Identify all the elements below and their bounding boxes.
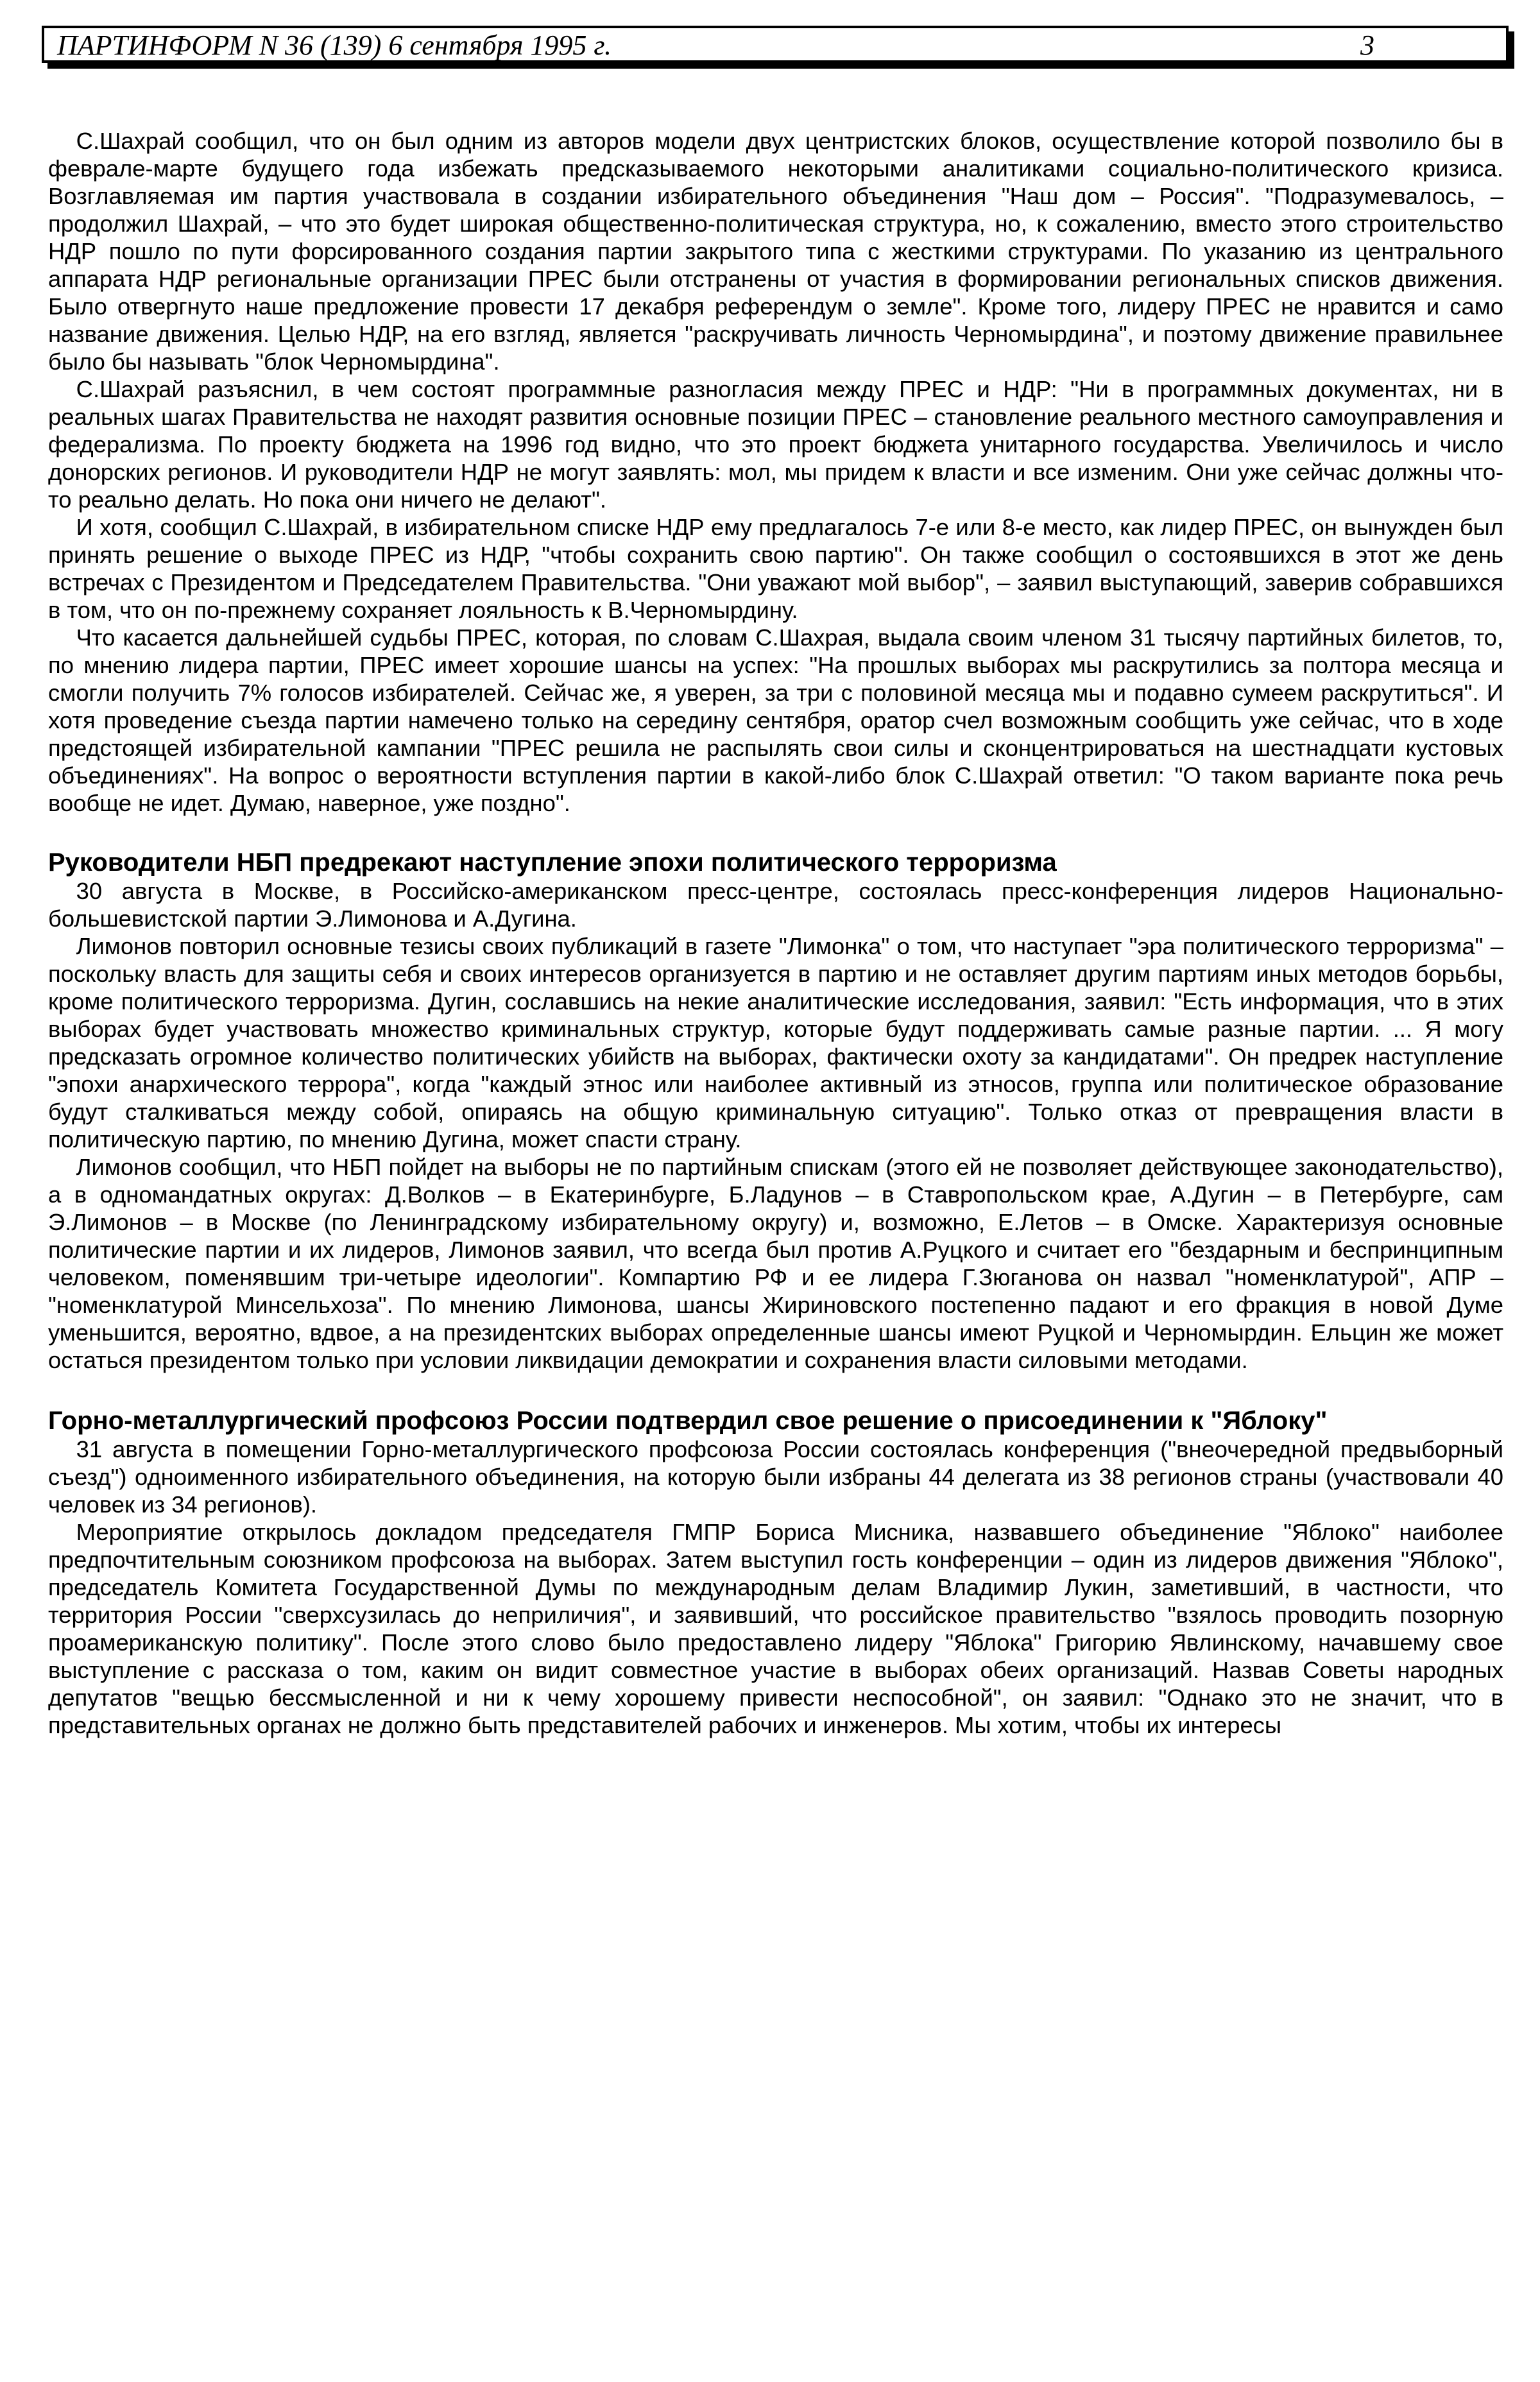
article-body [48,127,1503,1739]
paragraph: 31 августа в помещении Горно-металлургического профсоюза России состоялась конференция ("внеочередной предвыборный съезд") одноименного избирательного объединения, на которую были избраны 44 делегата из 38 регионов страны (участвовали 40 человек из 34 регионов). [48,1436,1503,1518]
paragraph: 30 августа в Москве, в Российско-американском пресс-центре, состоялась пресс-конференция лидеров Национально-большевистской партии Э.Лимонова и А.Дугина. [48,878,1503,932]
page-header [42,26,1509,63]
paragraph: Мероприятие открылось докладом председателя ГМПР Бориса Мисника, назвавшего объединение "Яблоко" наиболее предпочтительным союзником профсоюза на выборах. Затем выступил гость конференции – один из лидеров движения "Яблоко", председатель Комитета Государственной Думы по международным делам Владимир Лукин, заметивший, в частности, что территория России "сверхсузилась до неприличия", и заявивший, что российское правительство "взялось проводить позорную проамериканскую политику". После этого слово было предоставлено лидеру "Яблока" Григорию Явлинскому, начавшему свое выступление с рассказа о том, каким он видит совместное участие в выборах обеих организаций. Назвав Советы народных депутатов "вещью бессмысленной и ни к чему хорошему привести неспособной", он заявил: "Однако это не значит, что в представительных органах не должно быть представителей рабочих и инженеров. Мы хотим, чтобы их интересы [48,1519,1503,1738]
article-shakhrai [48,127,1503,817]
article-gmpr [48,1406,1503,1739]
paragraph: Лимонов повторил основные тезисы своих публикаций в газете "Лимонка" о том, что наступает "эра политического терроризма" – поскольку власть для защиты себя и своих интересов организуется в партию и не оставляет другим партиям иных методов борьбы, кроме политического терроризма. Дугин, сославшись на некие аналитические исследования, заявил: "Есть информация, что в этих выборах будет участвовать множество криминальных структур, которые будут поддерживать самые разные партии. ... Я могу предсказать огромное количество политических убийств на выборах, фактически охоту за кандидатами". Он предрек наступление "эпохи анархического террора", когда "каждый этнос или наиболее активный из этносов, группа или политическое образование будут сталкиваться между собой, опираясь на общую криминальную ситуацию". Только отказ от превращения власти в политическую партию, по мнению Дугина, может спасти страну. [48,933,1503,1152]
paragraph: Что касается дальнейшей судьбы ПРЕС, которая, по словам С.Шахрая, выдала своим членом 31 тысячу партийных билетов, то, по мнению лидера партии, ПРЕС имеет хорошие шансы на успех: "На прошлых выборах мы раскрутились за полтора месяца и смогли получить 7% голосов избирателей. Сейчас же, я уверен, за три с половиной месяца мы и подавно сумеем раскрутиться". И хотя проведение съезда партии намечено только на середину сентября, оратор счел возможным сообщить уже сейчас, что в ходе предстоящей избирательной кампании "ПРЕС решила не распылять свои силы и сконцентрироваться на шестнадцати кустовых объединениях". На вопрос о вероятности вступления партии в какой-либо блок С.Шахрай ответил: "О таком варианте пока речь вообще не идет. Думаю, наверное, уже поздно". [48,624,1503,816]
section-spacer [48,1374,1503,1406]
section-spacer [48,817,1503,848]
header-title: ПАРТИНФОРМ N 36 (139) 6 сентября 1995 г. [57,30,612,61]
article-heading: Горно-металлургический профсоюз России подтвердил свое решение о присоединении к "Яблоку" [48,1407,1328,1435]
paragraph: С.Шахрай сообщил, что он был одним из авторов модели двух центристских блоков, осуществление которой позволило бы в феврале-марте будущего года избежать предсказываемого некоторыми аналитиками социально-политического кризиса. Возглавляемая им партия участвовала в создании избирательного объединения "Наш дом – Россия". "Подразумевалось, – продолжил Шахрай, – что это будет широкая общественно-политическая структура, но, к сожалению, вместо этого строительство НДР пошло по пути форсированного создания партии закрытого типа с жесткими структурами. По указанию из центрального аппарата НДР региональные организации ПРЕС были отстранены от участия в формировании региональных списков движения. Было отвергнуто наше предложение провести 17 декабря референдум о земле". Кроме того, лидеру ПРЕС не нравится и само название движения. Целью НДР, на его взгляд, является "раскручивать личность Черномырдина", и поэтому движение правильнее было бы называть "блок Черномырдина". [48,128,1503,375]
page-number: 3 [1360,30,1374,61]
paragraph: И хотя, сообщил С.Шахрай, в избирательном списке НДР ему предлагалось 7-е или 8-е место, как лидер ПРЕС, он вынужден был принять решение о выходе ПРЕС из НДР, "чтобы сохранить свою партию". Он также сообщил о состоявшихся в этот же день встречах с Президентом и Председателем Правительства. "Они уважают мой выбор", – заявил выступающий, заверив собравшихся в том, что он по-прежнему сохраняет лояльность к В.Черномырдину. [48,514,1503,623]
article-nbp [48,848,1503,1374]
paragraph: С.Шахрай разъяснил, в чем состоят программные разногласия между ПРЕС и НДР: "Ни в программных документах, ни в реальных шагах Правительства не находят развития основные позиции ПРЕС – становление реального местного самоуправления и федерализма. По проекту бюджета на 1996 год видно, что это проект бюджета унитарного государства. Увеличилось и число донорских регионов. И руководители НДР не могут заявлять: мол, мы придем к власти и все изменим. Они уже сейчас должны что-то реально делать. Но пока они ничего не делают". [48,376,1503,513]
article-heading: Руководители НБП предрекают наступление эпохи политического терроризма [48,848,1057,877]
paragraph: Лимонов сообщил, что НБП пойдет на выборы не по партийным спискам (этого ей не позволяет действующее законодательство), а в одномандатных округах: Д.Волков – в Екатеринбурге, Б.Ладунов – в Ставропольском крае, А.Дугин – в Петербурге, сам Э.Лимонов – в Москве (по Ленинградскому избирательному округу) и, возможно, Е.Летов – в Омске. Характеризуя основные политические партии и их лидеров, Лимонов заявил, что всегда был против А.Руцкого и считает его "бездарным и беспринципным человеком, поменявшим три-четыре идеологии". Компартию РФ и ее лидера Г.Зюганова он назвал "номенклатурой", АПР – "номенклатурой Минсельхоза". По мнению Лимонова, шансы Жириновского постепенно падают и его фракция в новой Думе уменьшится, вероятно, вдвое, а на президентских выборах определенные шансы имеют Руцкой и Черномырдин. Ельцин же может остаться президентом только при условии ликвидации демократии и сохранения власти силовыми методами. [48,1154,1503,1373]
